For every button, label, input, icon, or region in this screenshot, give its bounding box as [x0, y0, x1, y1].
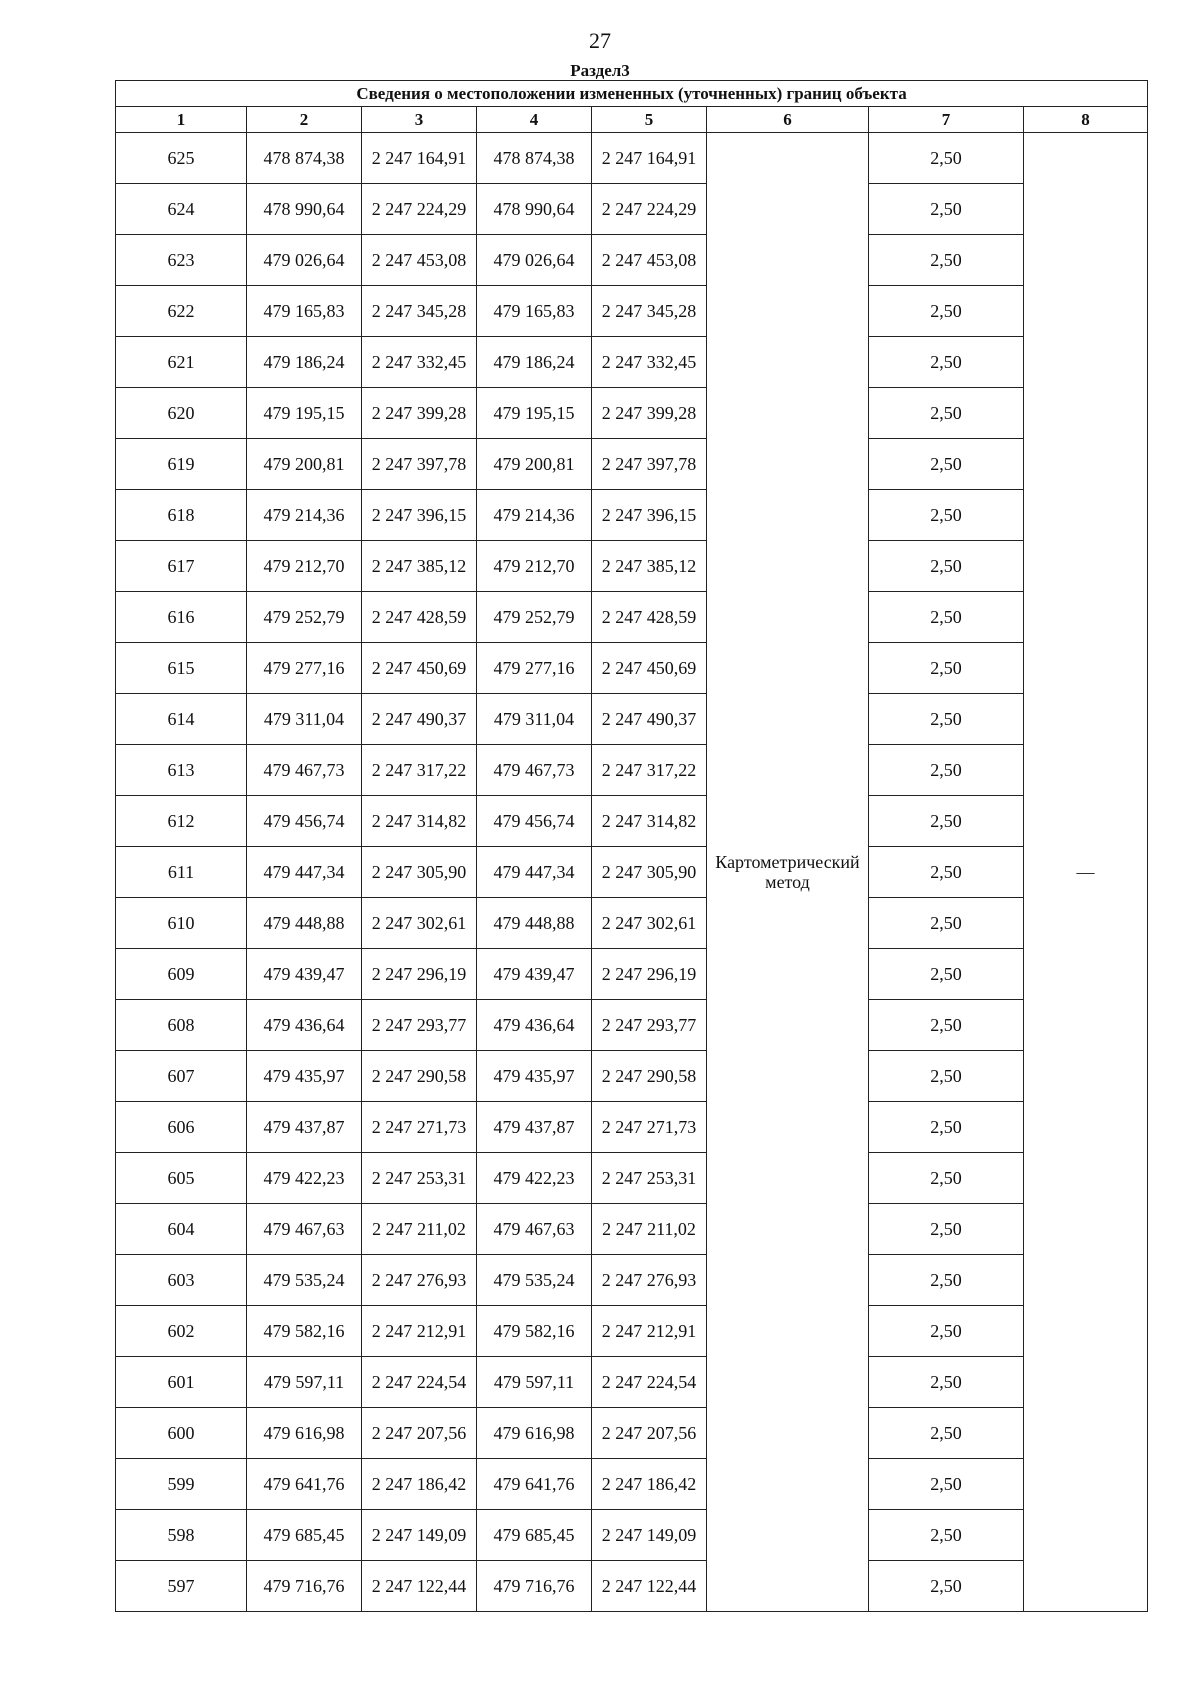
x-new-cell: 479 436,64: [477, 1000, 592, 1051]
y-new-cell: 2 247 207,56: [592, 1408, 707, 1459]
x-old-cell: 479 448,88: [247, 898, 362, 949]
table-row: [116, 1153, 1148, 1204]
accuracy-cell: 2,50: [869, 745, 1024, 796]
x-old-cell: 479 439,47: [247, 949, 362, 1000]
point-number-cell: 623: [116, 235, 247, 286]
x-old-cell: 479 641,76: [247, 1459, 362, 1510]
accuracy-cell: 2,50: [869, 1051, 1024, 1102]
y-old-cell: 2 247 332,45: [362, 337, 477, 388]
x-new-cell: 479 422,23: [477, 1153, 592, 1204]
table-row: [116, 847, 1148, 898]
point-number-cell: 616: [116, 592, 247, 643]
x-new-cell: 479 437,87: [477, 1102, 592, 1153]
accuracy-cell: 2,50: [869, 1255, 1024, 1306]
accuracy-cell: 2,50: [869, 949, 1024, 1000]
table-row: [116, 796, 1148, 847]
accuracy-cell: 2,50: [869, 643, 1024, 694]
x-new-cell: 479 200,81: [477, 439, 592, 490]
x-new-cell: 479 195,15: [477, 388, 592, 439]
x-old-cell: 479 616,98: [247, 1408, 362, 1459]
point-number-cell: 609: [116, 949, 247, 1000]
table-row: [116, 133, 1148, 184]
y-new-cell: 2 247 290,58: [592, 1051, 707, 1102]
y-new-cell: 2 247 276,93: [592, 1255, 707, 1306]
y-old-cell: 2 247 164,91: [362, 133, 477, 184]
boundary-coordinates-table: [115, 80, 1148, 1612]
y-old-cell: 2 247 302,61: [362, 898, 477, 949]
x-new-cell: 478 990,64: [477, 184, 592, 235]
y-old-cell: 2 247 224,54: [362, 1357, 477, 1408]
x-old-cell: 478 874,38: [247, 133, 362, 184]
column-header-row: [116, 107, 1148, 133]
point-number-cell: 607: [116, 1051, 247, 1102]
x-new-cell: 479 214,36: [477, 490, 592, 541]
table-row: [116, 1306, 1148, 1357]
accuracy-cell: 2,50: [869, 898, 1024, 949]
y-old-cell: 2 247 396,15: [362, 490, 477, 541]
x-old-cell: 479 685,45: [247, 1510, 362, 1561]
x-old-cell: 479 195,15: [247, 388, 362, 439]
y-new-cell: 2 247 212,91: [592, 1306, 707, 1357]
point-number-cell: 601: [116, 1357, 247, 1408]
accuracy-cell: 2,50: [869, 490, 1024, 541]
x-new-cell: 479 716,76: [477, 1561, 592, 1612]
point-number-cell: 603: [116, 1255, 247, 1306]
table-row: [116, 592, 1148, 643]
y-new-cell: 2 247 302,61: [592, 898, 707, 949]
x-old-cell: 479 165,83: [247, 286, 362, 337]
y-old-cell: 2 247 450,69: [362, 643, 477, 694]
x-new-cell: 479 447,34: [477, 847, 592, 898]
table-row: [116, 490, 1148, 541]
accuracy-cell: 2,50: [869, 1306, 1024, 1357]
x-old-cell: 478 990,64: [247, 184, 362, 235]
table-row: [116, 1204, 1148, 1255]
accuracy-cell: 2,50: [869, 1102, 1024, 1153]
table-row: [116, 1561, 1148, 1612]
x-new-cell: 479 535,24: [477, 1255, 592, 1306]
y-old-cell: 2 247 122,44: [362, 1561, 477, 1612]
y-old-cell: 2 247 453,08: [362, 235, 477, 286]
table-row: [116, 1000, 1148, 1051]
x-new-cell: 479 456,74: [477, 796, 592, 847]
x-old-cell: 479 422,23: [247, 1153, 362, 1204]
y-new-cell: 2 247 397,78: [592, 439, 707, 490]
y-new-cell: 2 247 296,19: [592, 949, 707, 1000]
accuracy-cell: 2,50: [869, 1459, 1024, 1510]
y-new-cell: 2 247 345,28: [592, 286, 707, 337]
table-row: [116, 949, 1148, 1000]
y-old-cell: 2 247 211,02: [362, 1204, 477, 1255]
accuracy-cell: 2,50: [869, 184, 1024, 235]
y-old-cell: 2 247 317,22: [362, 745, 477, 796]
point-number-cell: 611: [116, 847, 247, 898]
y-old-cell: 2 247 397,78: [362, 439, 477, 490]
x-old-cell: 479 535,24: [247, 1255, 362, 1306]
point-number-cell: 600: [116, 1408, 247, 1459]
x-old-cell: 479 200,81: [247, 439, 362, 490]
column-header-6: 6: [707, 107, 869, 133]
x-old-cell: 479 597,11: [247, 1357, 362, 1408]
point-number-cell: 613: [116, 745, 247, 796]
x-new-cell: 479 277,16: [477, 643, 592, 694]
table-row: [116, 337, 1148, 388]
point-number-cell: 617: [116, 541, 247, 592]
y-old-cell: 2 247 345,28: [362, 286, 477, 337]
y-old-cell: 2 247 385,12: [362, 541, 477, 592]
y-old-cell: 2 247 224,29: [362, 184, 477, 235]
table-row: [116, 898, 1148, 949]
y-new-cell: 2 247 490,37: [592, 694, 707, 745]
accuracy-cell: 2,50: [869, 1357, 1024, 1408]
accuracy-cell: 2,50: [869, 1561, 1024, 1612]
y-old-cell: 2 247 296,19: [362, 949, 477, 1000]
y-old-cell: 2 247 290,58: [362, 1051, 477, 1102]
x-old-cell: 479 467,63: [247, 1204, 362, 1255]
x-new-cell: 479 165,83: [477, 286, 592, 337]
table-row: [116, 541, 1148, 592]
column-header-5: 5: [592, 107, 707, 133]
x-new-cell: 479 641,76: [477, 1459, 592, 1510]
y-old-cell: 2 247 271,73: [362, 1102, 477, 1153]
accuracy-cell: 2,50: [869, 1000, 1024, 1051]
y-old-cell: 2 247 186,42: [362, 1459, 477, 1510]
point-number-cell: 602: [116, 1306, 247, 1357]
y-new-cell: 2 247 385,12: [592, 541, 707, 592]
accuracy-cell: 2,50: [869, 439, 1024, 490]
x-old-cell: 479 277,16: [247, 643, 362, 694]
x-new-cell: 479 186,24: [477, 337, 592, 388]
point-number-cell: 598: [116, 1510, 247, 1561]
x-old-cell: 479 447,34: [247, 847, 362, 898]
y-old-cell: 2 247 149,09: [362, 1510, 477, 1561]
point-number-cell: 619: [116, 439, 247, 490]
y-new-cell: 2 247 149,09: [592, 1510, 707, 1561]
y-old-cell: 2 247 314,82: [362, 796, 477, 847]
table-row: [116, 235, 1148, 286]
x-old-cell: 479 435,97: [247, 1051, 362, 1102]
table-row: [116, 1459, 1148, 1510]
y-old-cell: 2 247 305,90: [362, 847, 477, 898]
y-old-cell: 2 247 428,59: [362, 592, 477, 643]
y-new-cell: 2 247 305,90: [592, 847, 707, 898]
y-old-cell: 2 247 207,56: [362, 1408, 477, 1459]
table-row: [116, 745, 1148, 796]
x-new-cell: 479 026,64: [477, 235, 592, 286]
x-old-cell: 479 311,04: [247, 694, 362, 745]
x-old-cell: 479 214,36: [247, 490, 362, 541]
y-old-cell: 2 247 276,93: [362, 1255, 477, 1306]
accuracy-cell: 2,50: [869, 286, 1024, 337]
table-row: [116, 643, 1148, 694]
x-new-cell: 479 448,88: [477, 898, 592, 949]
table-row: [116, 1510, 1148, 1561]
y-new-cell: 2 247 428,59: [592, 592, 707, 643]
x-old-cell: 479 186,24: [247, 337, 362, 388]
x-new-cell: 479 685,45: [477, 1510, 592, 1561]
accuracy-cell: 2,50: [869, 694, 1024, 745]
x-old-cell: 479 026,64: [247, 235, 362, 286]
x-old-cell: 479 252,79: [247, 592, 362, 643]
y-new-cell: 2 247 332,45: [592, 337, 707, 388]
point-number-cell: 608: [116, 1000, 247, 1051]
y-new-cell: 2 247 122,44: [592, 1561, 707, 1612]
table-row: [116, 439, 1148, 490]
point-number-cell: 621: [116, 337, 247, 388]
table-row: [116, 1408, 1148, 1459]
x-old-cell: 479 582,16: [247, 1306, 362, 1357]
x-new-cell: 479 467,73: [477, 745, 592, 796]
y-new-cell: 2 247 224,29: [592, 184, 707, 235]
x-new-cell: 479 582,16: [477, 1306, 592, 1357]
y-new-cell: 2 247 271,73: [592, 1102, 707, 1153]
y-new-cell: 2 247 293,77: [592, 1000, 707, 1051]
table-row: [116, 388, 1148, 439]
section-title: Раздел3: [570, 61, 630, 80]
table-row: [116, 1357, 1148, 1408]
table-row: [116, 694, 1148, 745]
x-new-cell: 479 212,70: [477, 541, 592, 592]
x-new-cell: 479 467,63: [477, 1204, 592, 1255]
x-old-cell: 479 437,87: [247, 1102, 362, 1153]
x-old-cell: 479 716,76: [247, 1561, 362, 1612]
column-header-2: 2: [247, 107, 362, 133]
accuracy-cell: 2,50: [869, 592, 1024, 643]
y-old-cell: 2 247 399,28: [362, 388, 477, 439]
page-number: 27: [589, 28, 611, 53]
point-number-cell: 612: [116, 796, 247, 847]
point-number-cell: 605: [116, 1153, 247, 1204]
y-new-cell: 2 247 186,42: [592, 1459, 707, 1510]
point-number-cell: 625: [116, 133, 247, 184]
y-new-cell: 2 247 453,08: [592, 235, 707, 286]
point-number-cell: 615: [116, 643, 247, 694]
y-old-cell: 2 247 253,31: [362, 1153, 477, 1204]
y-new-cell: 2 247 211,02: [592, 1204, 707, 1255]
column-8-cell: —: [1024, 133, 1148, 1612]
method-cell: Картометрический метод: [707, 133, 869, 1612]
point-number-cell: 614: [116, 694, 247, 745]
point-number-cell: 604: [116, 1204, 247, 1255]
table-row: [116, 286, 1148, 337]
x-new-cell: 478 874,38: [477, 133, 592, 184]
accuracy-cell: 2,50: [869, 796, 1024, 847]
y-new-cell: 2 247 253,31: [592, 1153, 707, 1204]
y-old-cell: 2 247 212,91: [362, 1306, 477, 1357]
accuracy-cell: 2,50: [869, 235, 1024, 286]
point-number-cell: 597: [116, 1561, 247, 1612]
accuracy-cell: 2,50: [869, 133, 1024, 184]
x-old-cell: 479 467,73: [247, 745, 362, 796]
accuracy-cell: 2,50: [869, 1408, 1024, 1459]
point-number-cell: 620: [116, 388, 247, 439]
accuracy-cell: 2,50: [869, 388, 1024, 439]
point-number-cell: 622: [116, 286, 247, 337]
x-new-cell: 479 311,04: [477, 694, 592, 745]
y-new-cell: 2 247 224,54: [592, 1357, 707, 1408]
x-new-cell: 479 435,97: [477, 1051, 592, 1102]
column-header-7: 7: [869, 107, 1024, 133]
column-header-8: 8: [1024, 107, 1148, 133]
point-number-cell: 624: [116, 184, 247, 235]
accuracy-cell: 2,50: [869, 541, 1024, 592]
table-caption: Сведения о местоположении измененных (уточненных) границ объекта: [116, 81, 1148, 107]
x-new-cell: 479 252,79: [477, 592, 592, 643]
y-new-cell: 2 247 396,15: [592, 490, 707, 541]
x-old-cell: 479 436,64: [247, 1000, 362, 1051]
accuracy-cell: 2,50: [869, 1153, 1024, 1204]
accuracy-cell: 2,50: [869, 847, 1024, 898]
accuracy-cell: 2,50: [869, 1204, 1024, 1255]
x-old-cell: 479 212,70: [247, 541, 362, 592]
table-row: [116, 1102, 1148, 1153]
accuracy-cell: 2,50: [869, 337, 1024, 388]
point-number-cell: 599: [116, 1459, 247, 1510]
point-number-cell: 618: [116, 490, 247, 541]
x-new-cell: 479 616,98: [477, 1408, 592, 1459]
y-new-cell: 2 247 164,91: [592, 133, 707, 184]
table-body: [116, 133, 1148, 1612]
x-new-cell: 479 597,11: [477, 1357, 592, 1408]
x-old-cell: 479 456,74: [247, 796, 362, 847]
table-row: [116, 1255, 1148, 1306]
column-header-4: 4: [477, 107, 592, 133]
point-number-cell: 606: [116, 1102, 247, 1153]
table-row: [116, 184, 1148, 235]
y-new-cell: 2 247 450,69: [592, 643, 707, 694]
y-new-cell: 2 247 314,82: [592, 796, 707, 847]
point-number-cell: 610: [116, 898, 247, 949]
accuracy-cell: 2,50: [869, 1510, 1024, 1561]
column-header-3: 3: [362, 107, 477, 133]
y-new-cell: 2 247 399,28: [592, 388, 707, 439]
column-header-1: 1: [116, 107, 247, 133]
x-new-cell: 479 439,47: [477, 949, 592, 1000]
y-old-cell: 2 247 293,77: [362, 1000, 477, 1051]
table-row: [116, 1051, 1148, 1102]
y-old-cell: 2 247 490,37: [362, 694, 477, 745]
y-new-cell: 2 247 317,22: [592, 745, 707, 796]
